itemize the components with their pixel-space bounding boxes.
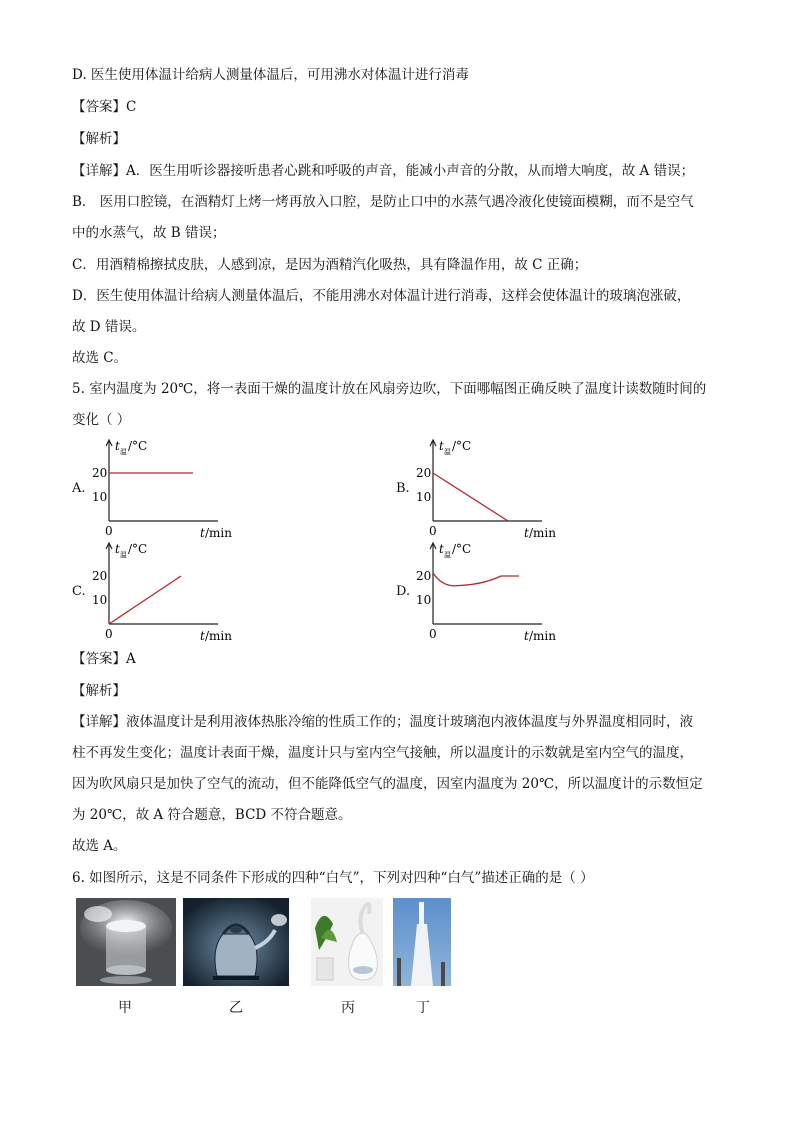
tick-label-20: 20 xyxy=(92,466,108,480)
photo-label-ding: 丁 xyxy=(416,1000,430,1016)
x-axis-label: t xyxy=(200,629,205,643)
tick-label-10: 10 xyxy=(92,490,108,504)
photo-yi-kettle-steam xyxy=(183,898,289,986)
answer-value: C xyxy=(126,99,137,115)
tick-label-20: 20 xyxy=(92,569,108,583)
photo-label-yi: 乙 xyxy=(229,1000,243,1016)
q4-detail-d-cont: 故 D 错误。 xyxy=(72,319,146,335)
y-axis-subscript: 温 xyxy=(120,448,127,456)
tick-label-10: 10 xyxy=(416,490,432,504)
q5-detail-1: 【详解】液体温度计是利用液体热胀冷缩的性质工作的；温度计玻璃泡内液体温度与外界温度相同时，液 xyxy=(72,714,693,730)
graph-c xyxy=(92,537,232,647)
graph-a xyxy=(92,434,232,544)
q5-stem: 5. 室内温度为 20℃，将一表面干燥的温度计放在风扇旁边吹，下面哪幅图正确反映了温度计读数随时间的 xyxy=(72,381,707,397)
q4-detail-b-cont: 中的水蒸气，故 B 错误； xyxy=(72,225,226,241)
y-axis-label: t xyxy=(115,439,120,453)
tick-label-20: 20 xyxy=(416,466,432,480)
q4-detail-d: D．医生使用体温计给病人测量体温后，不能用沸水对体温计进行消毒，这样会使体温计的玻璃泡涨破， xyxy=(72,288,691,304)
tick-label-10: 10 xyxy=(92,593,108,607)
answer-value: A xyxy=(126,651,136,667)
q4-detail-c: C．用酒精棉擦拭皮肤，人感到凉，是因为酒精汽化吸热，具有降温作用，故 C 正确； xyxy=(72,257,588,273)
y-axis-unit: /°C xyxy=(452,439,472,453)
graph-a-label: A. xyxy=(72,481,86,496)
graph-d-label: D. xyxy=(396,584,411,599)
x-axis-label: t xyxy=(524,629,529,643)
tick-label-20: 20 xyxy=(416,569,432,583)
graph-b-label: B. xyxy=(396,481,410,496)
q5-analysis-label: 【解析】 xyxy=(72,683,126,699)
y-axis-unit: /°C xyxy=(128,439,148,453)
q4-detail-a: 【详解】A．医生用听诊器接听患者心跳和呼吸的声音，能减小声音的分散，从而增大响度，故 A 错误； xyxy=(72,163,695,179)
graph-c-label: C. xyxy=(72,584,86,599)
photo-label-jia: 甲 xyxy=(118,1000,132,1016)
q4-answer xyxy=(72,98,136,116)
photo-jia-dry-ice-glass xyxy=(76,898,176,986)
graph-d xyxy=(416,537,556,647)
q5-detail-3: 因为吹风扇只是加快了空气的流动，但不能降低空气的温度，因室内温度为 20℃，所以温度计的示数恒定 xyxy=(72,776,703,792)
x-axis-unit: /min xyxy=(205,629,232,643)
origin-label: 0 xyxy=(429,524,437,538)
q4-analysis-label: 【解析】 xyxy=(72,131,126,147)
photo-ding-rocket-launch xyxy=(393,898,451,986)
y-axis-label: t xyxy=(439,542,444,556)
q5-detail-2: 柱不再发生变化；温度计表面干燥，温度计只与室内空气接触，所以温度计的示数就是室内空气的温度， xyxy=(72,745,693,761)
x-axis-label: t xyxy=(524,526,529,540)
answer-label: 【答案】 xyxy=(72,651,126,667)
answer-label: 【答案】 xyxy=(72,99,126,115)
temperature-curve xyxy=(433,473,508,521)
y-axis-label: t xyxy=(439,439,444,453)
photo-label-bing: 丙 xyxy=(341,1000,355,1016)
x-axis-unit: /min xyxy=(529,629,556,643)
x-axis-unit: /min xyxy=(205,526,232,540)
q6-stem: 6. 如图所示，这是不同条件下形成的四种“白气”，下列对四种“白气”描述正确的是（ ） xyxy=(72,870,594,886)
photo-bing-humidifier xyxy=(311,898,383,986)
origin-label: 0 xyxy=(429,627,437,641)
temperature-curve xyxy=(109,576,181,624)
temperature-curve xyxy=(433,573,519,586)
y-axis-label: t xyxy=(115,542,120,556)
origin-label: 0 xyxy=(105,524,113,538)
y-axis-subscript: 温 xyxy=(444,448,451,456)
graph-b xyxy=(416,434,556,544)
x-axis-unit: /min xyxy=(529,526,556,540)
q4-detail-b: B． 医用口腔镜，在酒精灯上烤一烤再放入口腔，是防止口中的水蒸气遇冷液化使镜面模糊，而不是空气 xyxy=(72,194,694,210)
y-axis-unit: /°C xyxy=(452,542,472,556)
x-axis-label: t xyxy=(200,526,205,540)
y-axis-subscript: 温 xyxy=(120,551,127,559)
q5-detail-4: 为 20℃，故 A 符合题意，BCD 不符合题意。 xyxy=(72,807,352,823)
q5-conclusion: 故选 A。 xyxy=(72,838,127,854)
q4-option-d: D. 医生使用体温计给病人测量体温后，可用沸水对体温计进行消毒 xyxy=(72,67,469,83)
origin-label: 0 xyxy=(105,627,113,641)
y-axis-unit: /°C xyxy=(128,542,148,556)
q5-stem-cont: 变化（ ） xyxy=(72,412,131,428)
q5-answer xyxy=(72,650,136,668)
y-axis-subscript: 温 xyxy=(444,551,451,559)
tick-label-10: 10 xyxy=(416,593,432,607)
q4-conclusion: 故选 C。 xyxy=(72,350,128,366)
